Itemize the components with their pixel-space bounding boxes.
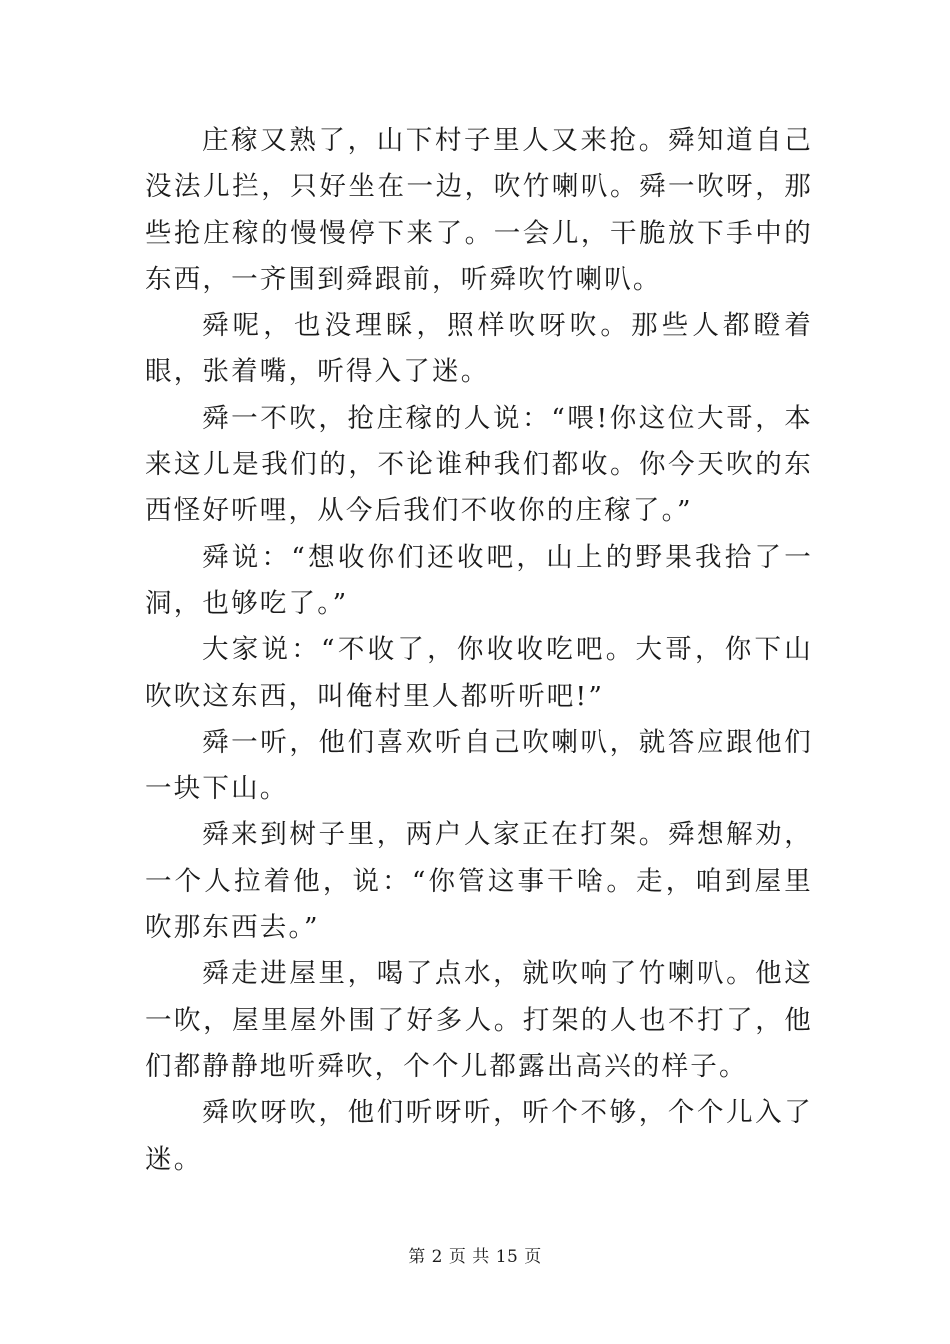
paragraph: 舜来到树子里，两户人家正在打架。舜想解劝，一个人拉着他，说：“你管这事干啥。走，咱到屋里吹那东西去。” [145,819,813,944]
paragraph: 舜说：“想收你们还收吧，山上的野果我拾了一洞，也够吃了。” [145,541,813,619]
page-number-footer: 第 2 页 共 15 页 [408,1247,542,1267]
paragraph: 舜一听，他们喜欢听自己吹喇叭，就答应跟他们一块下山。 [145,726,813,805]
document-body [145,118,813,1183]
paragraph: 舜呢，也没理睬，照样吹呀吹。那些人都瞪着眼，张着嘴，听得入了迷。 [145,310,813,388]
paragraph: 舜走进屋里，喝了点水，就吹响了竹喇叭。他这一吹，屋里屋外围了好多人。打架的人也不打了，他们都静静地听舜吹，个个儿都露出高兴的样子。 [145,958,813,1082]
paragraph: 庄稼又熟了，山下村子里人又来抢。舜知道自己没法儿拦，只好坐在一边，吹竹喇叭。舜一吹呀，那些抢庄稼的慢慢停下来了。一会儿，干脆放下手中的东西，一齐围到舜跟前，听舜吹竹喇叭。 [145,125,813,295]
paragraph: 舜一不吹，抢庄稼的人说：“喂!你这位大哥，本来这儿是我们的，不论谁种我们都收。你今天吹的东西怪好听哩，从今后我们不收你的庄稼了。” [145,402,813,527]
paragraph: 舜吹呀吹，他们听呀听，听个不够，个个儿入了迷。 [145,1097,813,1175]
paragraph: 大家说：“不收了，你收收吃吧。大哥，你下山吹吹这东西，叫俺村里人都听听吧!” [145,634,813,712]
